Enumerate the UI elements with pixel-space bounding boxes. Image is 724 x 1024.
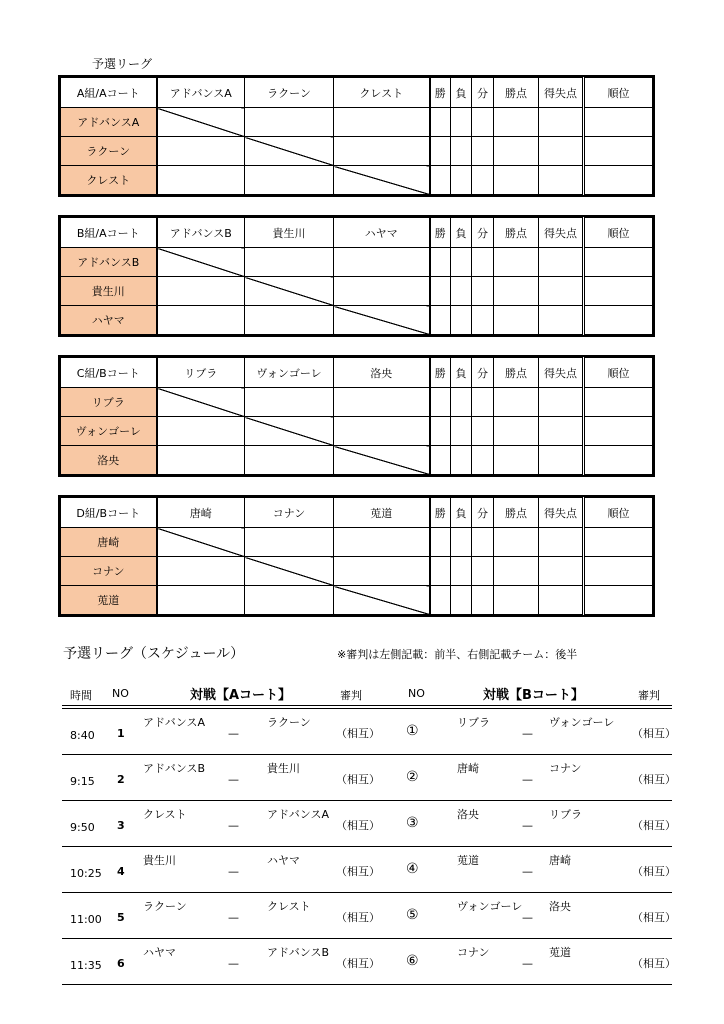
stat-cell — [539, 417, 584, 446]
column-team: 貴生川 — [245, 218, 334, 248]
court-b-referee: （相互） — [632, 773, 676, 786]
match-time: 11:35 — [70, 959, 102, 972]
match-number: 3 — [117, 819, 125, 832]
stat-cell — [584, 137, 653, 166]
stat-cell — [451, 528, 472, 557]
court-a-dash: — — [228, 911, 239, 924]
stat-cell — [430, 248, 451, 277]
court-a-away-team: クレスト — [267, 900, 311, 913]
stat-cell — [430, 108, 451, 137]
court-a-referee: （相互） — [336, 819, 380, 832]
schedule-row — [62, 708, 676, 755]
court-a-home-team: アドバンスA — [143, 716, 205, 729]
match-time: 9:15 — [70, 775, 95, 788]
match-time: 9:50 — [70, 821, 95, 834]
court-a-home-team: ハヤマ — [143, 946, 176, 959]
result-cell — [245, 528, 334, 557]
row-team: ハヤマ — [61, 306, 157, 335]
stat-cell — [430, 137, 451, 166]
court-a-dash: — — [228, 865, 239, 878]
court-a-away-team: ラクーン — [267, 716, 311, 729]
result-cell — [245, 166, 334, 195]
court-a-home-team: 貴生川 — [143, 854, 176, 867]
court-b-home-team: コナン — [457, 946, 490, 959]
stat-cell — [539, 557, 584, 586]
court-b-match-number: ② — [406, 769, 419, 785]
court-b-dash: — — [522, 911, 533, 924]
court-a-home-team: アドバンスB — [143, 762, 205, 775]
court-b-dash: — — [522, 773, 533, 786]
stat-cell — [494, 248, 539, 277]
diagonal-cell — [245, 137, 334, 166]
stat-cell — [472, 417, 494, 446]
column-team: 唐崎 — [157, 498, 245, 528]
result-cell — [334, 417, 430, 446]
match-number: 1 — [117, 727, 125, 740]
stat-cell — [472, 277, 494, 306]
stat-header: 勝 — [430, 358, 451, 388]
row-team: 唐崎 — [61, 528, 157, 557]
stat-cell — [451, 388, 472, 417]
stat-cell — [430, 417, 451, 446]
court-b-referee: （相互） — [632, 911, 676, 924]
court-b-match-number: ⑥ — [406, 953, 419, 969]
court-b-away-team: コナン — [549, 762, 582, 775]
stat-cell — [472, 248, 494, 277]
stat-header: 負 — [451, 498, 472, 528]
court-a-dash: — — [228, 727, 239, 740]
stat-header: 分 — [472, 218, 494, 248]
header-referee-b: 審判 — [638, 689, 660, 702]
stat-cell — [451, 306, 472, 335]
court-a-dash: — — [228, 819, 239, 832]
diagonal-cell — [334, 306, 430, 335]
stat-cell — [430, 557, 451, 586]
diagonal-cell — [157, 248, 245, 277]
stat-cell — [494, 306, 539, 335]
group-label: C組/Bコート — [61, 358, 157, 388]
stat-cell — [494, 557, 539, 586]
stat-cell — [539, 306, 584, 335]
court-b-dash: — — [522, 865, 533, 878]
stat-cell — [430, 528, 451, 557]
result-cell — [334, 277, 430, 306]
court-b-referee: （相互） — [632, 957, 676, 970]
court-b-dash: — — [522, 957, 533, 970]
court-a-referee: （相互） — [336, 865, 380, 878]
result-cell — [157, 417, 245, 446]
court-b-away-team: リブラ — [549, 808, 582, 821]
stat-header: 勝 — [430, 218, 451, 248]
column-team: クレスト — [334, 78, 430, 108]
court-a-home-team: ラクーン — [143, 900, 187, 913]
stat-cell — [430, 166, 451, 195]
court-a-away-team: アドバンスB — [267, 946, 329, 959]
result-cell — [157, 277, 245, 306]
stat-header: 勝点 — [494, 498, 539, 528]
court-b-match-number: ⑤ — [406, 907, 419, 923]
stat-header: 順位 — [584, 78, 653, 108]
stat-header: 分 — [472, 498, 494, 528]
stat-cell — [472, 306, 494, 335]
stat-cell — [472, 166, 494, 195]
court-b-away-team: 莵道 — [549, 946, 571, 959]
stat-cell — [472, 446, 494, 475]
group-table — [60, 357, 653, 475]
stat-cell — [584, 388, 653, 417]
schedule-row — [62, 800, 676, 847]
stat-cell — [472, 557, 494, 586]
stat-cell — [584, 528, 653, 557]
stat-cell — [430, 388, 451, 417]
column-team: コナン — [245, 498, 334, 528]
result-cell — [334, 137, 430, 166]
stat-cell — [494, 388, 539, 417]
court-b-match-number: ① — [406, 723, 419, 739]
court-b-away-team: 洛央 — [549, 900, 571, 913]
court-b-away-team: ヴォンゴーレ — [549, 716, 615, 729]
column-team: 洛央 — [334, 358, 430, 388]
result-cell — [157, 557, 245, 586]
match-number: 2 — [117, 773, 125, 786]
diagonal-cell — [334, 446, 430, 475]
header-referee-a: 審判 — [340, 689, 362, 702]
court-a-home-team: クレスト — [143, 808, 187, 821]
result-cell — [245, 108, 334, 137]
court-a-dash: — — [228, 957, 239, 970]
group-label: D組/Bコート — [61, 498, 157, 528]
result-cell — [157, 166, 245, 195]
group-label: A組/Aコート — [61, 78, 157, 108]
diagonal-cell — [245, 557, 334, 586]
stat-header: 負 — [451, 218, 472, 248]
result-cell — [157, 137, 245, 166]
stat-cell — [494, 166, 539, 195]
stat-header: 勝 — [430, 498, 451, 528]
stat-cell — [451, 446, 472, 475]
court-b-home-team: リブラ — [457, 716, 490, 729]
result-cell — [157, 306, 245, 335]
stat-header: 得失点 — [539, 78, 584, 108]
court-a-away-team: アドバンスA — [267, 808, 329, 821]
stat-cell — [451, 166, 472, 195]
stat-header: 勝点 — [494, 218, 539, 248]
stat-header: 順位 — [584, 218, 653, 248]
diagonal-cell — [157, 108, 245, 137]
diagonal-cell — [157, 388, 245, 417]
court-b-away-team: 唐崎 — [549, 854, 571, 867]
match-number: 6 — [117, 957, 125, 970]
court-a-dash: — — [228, 773, 239, 786]
stat-cell — [539, 446, 584, 475]
stat-header: 得失点 — [539, 358, 584, 388]
court-b-home-team: 莵道 — [457, 854, 479, 867]
court-b-dash: — — [522, 819, 533, 832]
stat-cell — [584, 306, 653, 335]
court-b-home-team: 唐崎 — [457, 762, 479, 775]
court-b-referee: （相互） — [632, 865, 676, 878]
result-cell — [245, 248, 334, 277]
stat-cell — [584, 248, 653, 277]
court-a-referee: （相互） — [336, 957, 380, 970]
diagonal-cell — [245, 417, 334, 446]
stat-header: 得失点 — [539, 498, 584, 528]
column-team: ヴォンゴーレ — [245, 358, 334, 388]
court-a-referee: （相互） — [336, 911, 380, 924]
match-number: 4 — [117, 865, 125, 878]
group-table — [60, 77, 653, 195]
stat-header: 分 — [472, 358, 494, 388]
stat-header: 得失点 — [539, 218, 584, 248]
row-team: アドバンスB — [61, 248, 157, 277]
stat-cell — [539, 277, 584, 306]
court-b-match-number: ④ — [406, 861, 419, 877]
result-cell — [245, 306, 334, 335]
court-b-dash: — — [522, 727, 533, 740]
stat-header: 勝点 — [494, 78, 539, 108]
referee-note: ※審判は左側記載：前半、右側記載チーム：後半 — [337, 648, 578, 661]
column-team: アドバンスA — [157, 78, 245, 108]
match-number: 5 — [117, 911, 125, 924]
stat-cell — [539, 248, 584, 277]
header-time: 時間 — [70, 689, 92, 702]
stat-cell — [472, 388, 494, 417]
stat-cell — [430, 277, 451, 306]
row-team: ヴォンゴーレ — [61, 417, 157, 446]
stat-header: 勝点 — [494, 358, 539, 388]
stat-cell — [494, 586, 539, 615]
result-cell — [245, 586, 334, 615]
page-title: 予選リーグ — [92, 57, 153, 71]
row-team: リブラ — [61, 388, 157, 417]
stat-cell — [451, 248, 472, 277]
group-table — [60, 497, 653, 615]
stat-cell — [494, 108, 539, 137]
row-team: 莵道 — [61, 586, 157, 615]
row-team: 貴生川 — [61, 277, 157, 306]
stat-cell — [494, 137, 539, 166]
stat-cell — [430, 586, 451, 615]
court-a-away-team: 貴生川 — [267, 762, 300, 775]
stat-cell — [451, 417, 472, 446]
court-a-referee: （相互） — [336, 773, 380, 786]
schedule-title: 予選リーグ（スケジュール） — [63, 646, 245, 662]
column-team: リブラ — [157, 358, 245, 388]
group-label: B組/Aコート — [61, 218, 157, 248]
header-match-b: 対戦【Bコート】 — [483, 688, 584, 703]
stat-cell — [451, 108, 472, 137]
group-table — [60, 217, 653, 335]
stat-header: 順位 — [584, 358, 653, 388]
stat-cell — [539, 528, 584, 557]
schedule-row — [62, 754, 676, 801]
stat-cell — [584, 277, 653, 306]
stat-cell — [584, 446, 653, 475]
stat-cell — [584, 557, 653, 586]
column-team: アドバンスB — [157, 218, 245, 248]
stat-cell — [472, 108, 494, 137]
result-cell — [334, 557, 430, 586]
stat-header: 勝 — [430, 78, 451, 108]
stat-cell — [539, 388, 584, 417]
row-team: ラクーン — [61, 137, 157, 166]
court-b-referee: （相互） — [632, 819, 676, 832]
stat-cell — [584, 166, 653, 195]
schedule-row — [62, 892, 676, 939]
result-cell — [334, 528, 430, 557]
stat-cell — [451, 557, 472, 586]
stat-cell — [430, 446, 451, 475]
stat-header: 負 — [451, 358, 472, 388]
result-cell — [334, 248, 430, 277]
court-b-home-team: 洛央 — [457, 808, 479, 821]
stat-cell — [451, 137, 472, 166]
schedule-row — [62, 846, 676, 893]
diagonal-cell — [157, 528, 245, 557]
court-b-match-number: ③ — [406, 815, 419, 831]
header-no-b: NO — [408, 687, 425, 700]
stat-cell — [472, 586, 494, 615]
result-cell — [245, 446, 334, 475]
court-a-away-team: ハヤマ — [267, 854, 300, 867]
result-cell — [334, 388, 430, 417]
stat-cell — [539, 108, 584, 137]
stat-cell — [539, 586, 584, 615]
court-b-home-team: ヴォンゴーレ — [457, 900, 523, 913]
header-no: NO — [112, 687, 129, 700]
stat-cell — [539, 166, 584, 195]
stat-cell — [472, 137, 494, 166]
stat-cell — [451, 277, 472, 306]
result-cell — [157, 446, 245, 475]
schedule-row — [62, 938, 676, 985]
result-cell — [334, 108, 430, 137]
court-b-referee: （相互） — [632, 727, 676, 740]
stat-header: 負 — [451, 78, 472, 108]
column-team: ラクーン — [245, 78, 334, 108]
stat-cell — [494, 417, 539, 446]
stat-header: 分 — [472, 78, 494, 108]
stat-cell — [494, 277, 539, 306]
match-time: 8:40 — [70, 729, 95, 742]
stat-cell — [584, 417, 653, 446]
stat-cell — [494, 446, 539, 475]
result-cell — [157, 586, 245, 615]
row-team: 洛央 — [61, 446, 157, 475]
header-match-a: 対戦【Aコート】 — [190, 688, 292, 703]
stat-cell — [539, 137, 584, 166]
stat-header: 順位 — [584, 498, 653, 528]
column-team: 莵道 — [334, 498, 430, 528]
stat-cell — [494, 528, 539, 557]
diagonal-cell — [334, 166, 430, 195]
match-time: 11:00 — [70, 913, 102, 926]
diagonal-cell — [334, 586, 430, 615]
result-cell — [245, 388, 334, 417]
row-team: クレスト — [61, 166, 157, 195]
stat-cell — [472, 528, 494, 557]
stat-cell — [451, 586, 472, 615]
row-team: アドバンスA — [61, 108, 157, 137]
row-team: コナン — [61, 557, 157, 586]
match-time: 10:25 — [70, 867, 102, 880]
stat-cell — [430, 306, 451, 335]
stat-cell — [584, 108, 653, 137]
court-a-referee: （相互） — [336, 727, 380, 740]
stat-cell — [584, 586, 653, 615]
diagonal-cell — [245, 277, 334, 306]
column-team: ハヤマ — [334, 218, 430, 248]
